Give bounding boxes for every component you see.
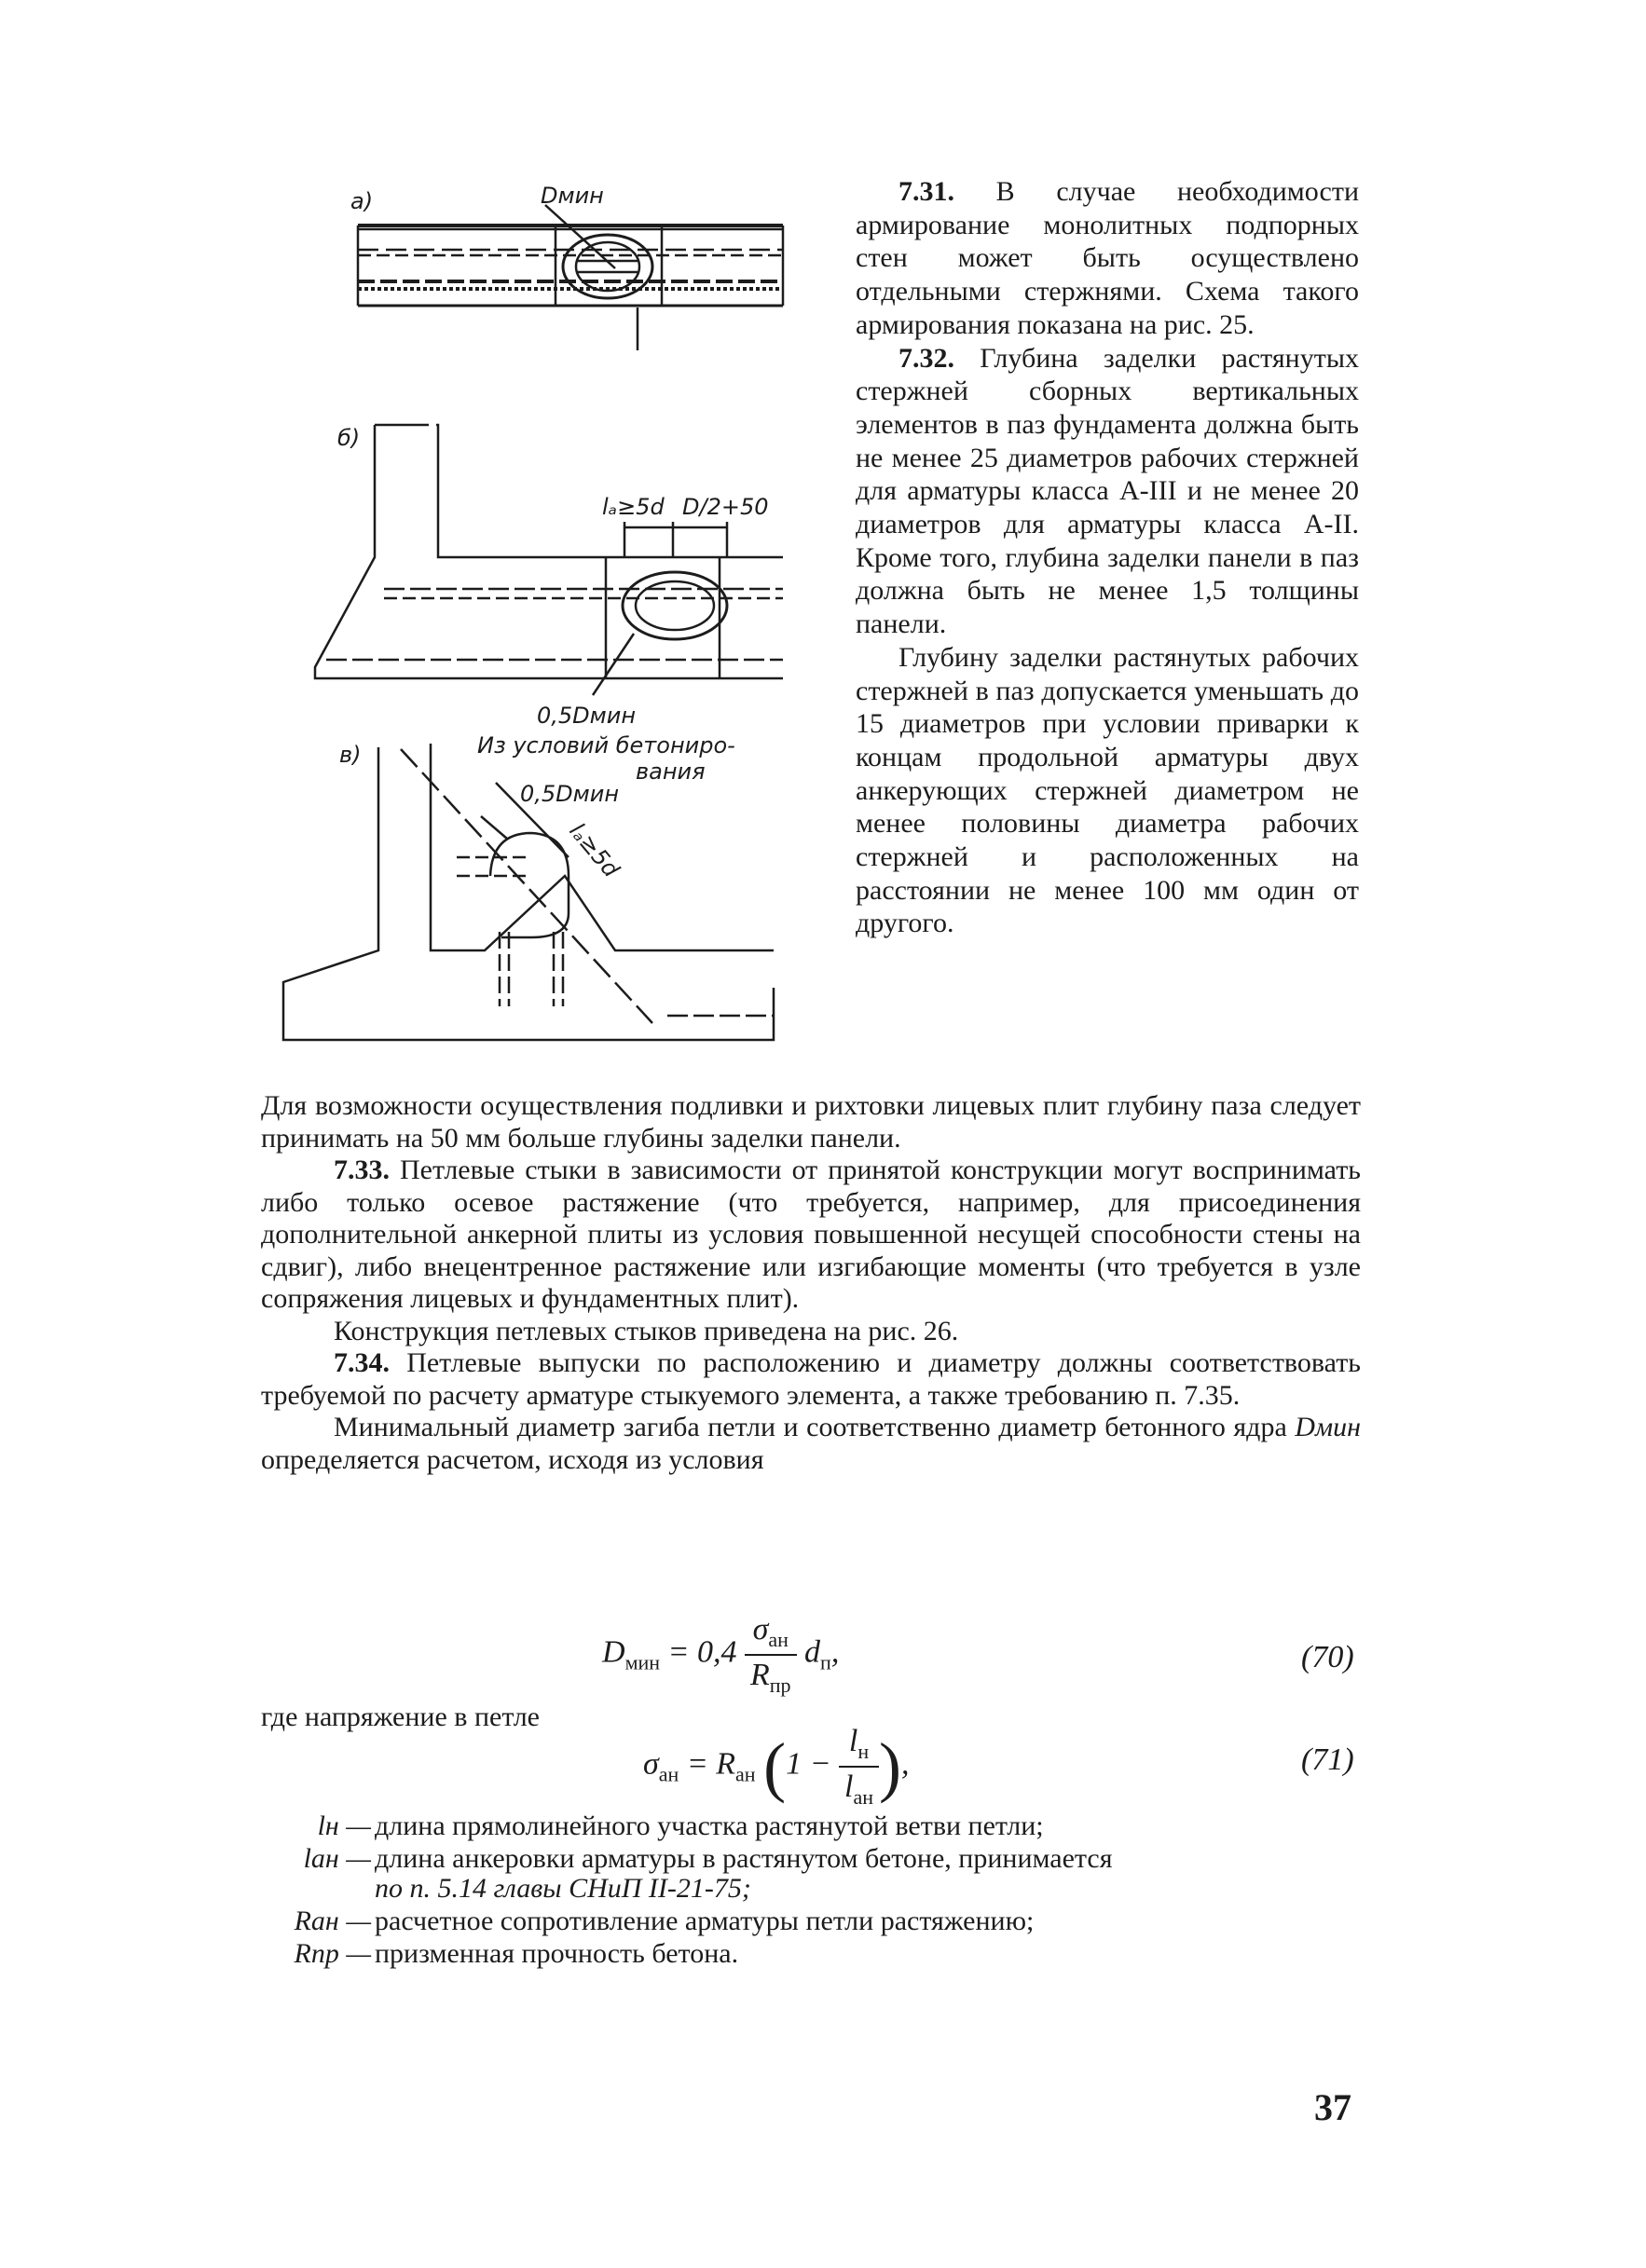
clause-number: 7.32. (898, 342, 954, 374)
concreting-label-2: вания (636, 758, 706, 785)
legend-item: lан — длина анкеровки арматуры в растянутом бетоне, принимается по п. 5.14 главы СНиП II-21-75; (303, 1843, 1113, 1904)
where-stress-line: где напряжение в петле (261, 1701, 540, 1732)
half-dmin-label-2: 0,5Dмин (520, 781, 620, 807)
paragraph-7-33 (261, 1154, 1361, 1316)
formula-71-number: (71) (1301, 1742, 1354, 1777)
reinforcement-figure (261, 168, 820, 1044)
clause-text: В случае необходимости армирование монолитных подпорных стен может быть осуществлено отдельными стержнями. Схема такого армирования показана на рис. 25. (856, 176, 1359, 340)
formula-70-number: (70) (1301, 1640, 1354, 1674)
paragraph-min-diameter: Минимальный диаметр загиба петли и соответственно диаметр бетонного ядра Dмин определяется расчетом, исходя из условия (261, 1412, 1361, 1475)
clause-number: 7.31. (898, 176, 954, 207)
offset-label: D/2+50 (682, 494, 769, 520)
anchor-length-label: lₐ≥5d (602, 494, 665, 520)
legend-item: Rпр — призменная прочность бетона. (294, 1938, 739, 1969)
paragraph-7-31 (856, 175, 1359, 342)
legend-item: lн — длина прямолинейного участка растянутой ветви петли; (317, 1810, 1044, 1841)
symbol-legend (272, 1811, 1363, 1972)
reinforcement-diagrams (261, 168, 820, 1044)
fraction: $\frac{\sigma_{ан}}{R_{пр}}$ (745, 1612, 797, 1698)
formula-71: $\sigma_{ан} = R_{ан}$ (1 − $\frac{l_н}{l_{ан}}$ ), (643, 1724, 910, 1809)
figure-a-label: а) (350, 188, 374, 214)
paragraph-7-32 (856, 342, 1359, 641)
page-number: 37 (1314, 2086, 1351, 2128)
clause-number: 7.33. (334, 1154, 390, 1185)
figure-b-label: б) (337, 425, 361, 451)
half-dmin-label: 0,5Dмин (537, 703, 637, 729)
paragraph-groove-depth: Для возможности осуществления подливки и рихтовки лицевых плит глубину паза следует принимать на 50 мм больше глубины заделки панели. (261, 1090, 1361, 1154)
paragraph-7-32-continued: Глубину заделки растянутых рабочих стержней в паз допускается уменьшать до 15 диаметров при условии приварки к концам продольной арматуры двух анкерующих стержней диаметром не менее половины диаметра рабочих стержней и расположенных на расстоянии не менее 100 мм один от другого. (856, 641, 1359, 939)
formula-70: $D_{мин} = 0,4$ $\frac{\sigma_{ан}}{R_{пр}}$ $d_п$, (602, 1612, 840, 1697)
clause-text: Петлевые выпуски по расположению и диаметру должны соответствовать требуемой по расчету арматуре стыкуемого элемента, а также требованию п. 7.35. (261, 1347, 1361, 1411)
paragraph-7-34 (261, 1347, 1361, 1412)
legend-item: Rан — расчетное сопротивление арматуры петли растяжению; (294, 1906, 1035, 1936)
anchor-length-label-2: lₐ≥5d (564, 817, 624, 882)
concreting-label-1: Из условий бетониро- (477, 732, 735, 758)
paragraph-7-33-figure-ref: Конструкция петлевых стыков приведена на рис. 26. (334, 1315, 959, 1346)
fraction: $\frac{l_н}{l_{ан}}$ (839, 1724, 879, 1810)
clause-number: 7.34. (334, 1347, 390, 1378)
body-text (261, 1090, 1361, 1476)
figure-v-label: в) (339, 742, 362, 768)
dmin-symbol: Dмин (1295, 1412, 1361, 1442)
dmin-label: Dмин (541, 183, 604, 209)
clause-text: Петлевые стыки в зависимости от принятой конструкции могут воспринимать либо только осевое растяжение (что требуется, например, для присоединения дополнительной анкерной плиты из условия повышенной несущей способности стены на сдвиг), либо внецентренное растяжение или изгибающие моменты (что требуется в узле сопряжения лицевых и фундаментных плит). (261, 1154, 1361, 1314)
clause-text: Глубина заделки растянутых стержней сборных вертикальных элементов в паз фундамента должна быть не менее 25 диаметров рабочих стержней для арматуры класса А-III и не менее 20 диаметров для арматуры класса А-II. Кроме того, глубина заделки панели в паз должна быть не менее 1,5 толщины панели. (856, 342, 1359, 640)
right-column-text (856, 175, 1359, 940)
